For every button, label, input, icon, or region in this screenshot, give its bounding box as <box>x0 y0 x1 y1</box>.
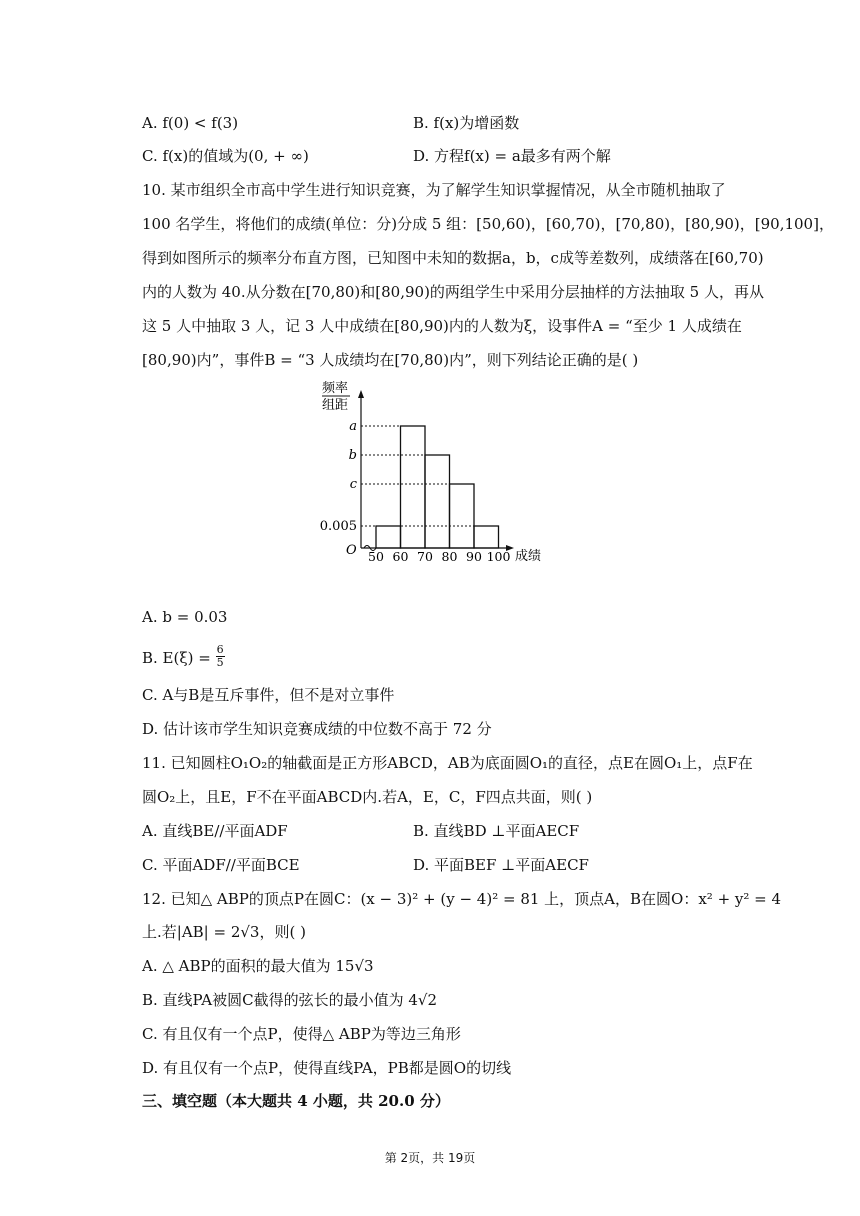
q11-option-c: C. 平面ADF//平面BCE <box>142 856 300 874</box>
y-tick-label: 0.005 <box>319 519 357 534</box>
fraction-numerator: 6 <box>216 642 224 656</box>
q11-stem-line-2: 圆O₂上，且E，F不在平面ABCD内.若A，E，C，F四点共面，则( ) <box>142 788 593 806</box>
q10-stem-line-6: [80,90)内”，事件B = “3 人成绩均在[70,80)内”，则下列结论正确的是( ) <box>142 351 639 369</box>
q12-option-b: B. 直线PA被圆C截得的弦长的最小值为 4√2 <box>142 991 437 1009</box>
q10-option-b-prefix: B. E(ξ) = <box>142 649 216 667</box>
q9-option-b: B. f(x)为增函数 <box>413 114 520 132</box>
q12-option-c: C. 有且仅有一个点P，使得△ ABP为等边三角形 <box>142 1025 461 1043</box>
x-tick-label: 70 <box>417 549 433 564</box>
fraction <box>216 644 225 669</box>
x-tick-label: 90 <box>466 549 482 564</box>
x-tick-label: 100 <box>486 549 511 564</box>
y-tick-label: c <box>349 477 357 492</box>
histogram-bar <box>401 426 426 548</box>
histogram-bar <box>376 526 401 548</box>
origin-label: O <box>346 543 357 558</box>
page-footer: 第 2页，共 19页 <box>384 1151 476 1165</box>
q12-stem-line-1: 12. 已知△ ABP的顶点P在圆C：(x − 3)² + (y − 4)² = 81 上，顶点A，B在圆O：x² + y² = 4 <box>142 890 782 908</box>
q10-stem-line-1: 10. 某市组织全市高中学生进行知识竞赛，为了解学生知识掌握情况，从全市随机抽取了 <box>142 181 726 199</box>
q11-option-d: D. 平面BEF ⊥平面AECF <box>413 856 589 874</box>
q10-option-b <box>142 642 225 669</box>
q10-stem-line-2: 100 名学生，将他们的成绩(单位：分)分成 5 组：[50,60)，[60,70)，[70,80)，[80,90)，[90,100]， <box>142 215 834 233</box>
histogram-bar <box>474 526 499 548</box>
fraction-denominator: 5 <box>216 655 224 669</box>
x-tick-label: 50 <box>368 549 384 564</box>
q9-option-c: C. f(x)的值域为(0, + ∞) <box>142 147 309 165</box>
q11-option-a: A. 直线BE//平面ADF <box>142 822 288 840</box>
ylabel-top: 频率 <box>322 381 349 396</box>
q11-stem-line-1: 11. 已知圆柱O₁O₂的轴截面是正方形ABCD，AB为底面圆O₁的直径，点E在圆O₁上，点F在 <box>142 754 753 772</box>
frequency-histogram <box>318 378 548 568</box>
q10-option-c: C. A与B是互斥事件，但不是对立事件 <box>142 686 395 704</box>
q9-option-a: A. f(0) < f(3) <box>142 114 239 132</box>
q12-option-a: A. △ ABP的面积的最大值为 15√3 <box>142 957 374 975</box>
q10-option-d: D. 估计该市学生知识竞赛成绩的中位数不高于 72 分 <box>142 720 492 738</box>
q12-stem-line-2: 上.若|AB| = 2√3，则( ) <box>142 923 306 941</box>
q12-option-d: D. 有且仅有一个点P，使得直线PA，PB都是圆O的切线 <box>142 1059 512 1077</box>
histogram-bar <box>450 484 475 548</box>
q9-option-d: D. 方程f(x) = a最多有两个解 <box>413 147 611 165</box>
x-axis-label: 成绩 <box>515 549 542 564</box>
y-axis-arrow <box>358 390 364 398</box>
histogram-bar <box>425 455 450 548</box>
q10-option-a: A. b = 0.03 <box>142 608 228 626</box>
q11-option-b: B. 直线BD ⊥平面AECF <box>413 822 580 840</box>
q10-stem-line-3: 得到如图所示的频率分布直方图，已知图中未知的数据a，b，c成等差数列，成绩落在[60,70) <box>142 249 764 267</box>
ylabel-bottom: 组距 <box>322 398 349 413</box>
q10-stem-line-5: 这 5 人中抽取 3 人，记 3 人中成绩在[80,90)内的人数为ξ，设事件A = “至少 1 人成绩在 <box>142 317 742 335</box>
x-tick-label: 80 <box>441 549 458 564</box>
y-tick-label: a <box>349 419 357 434</box>
x-tick-label: 60 <box>392 549 409 564</box>
q10-stem-line-4: 内的人数为 40.从分数在[70,80)和[80,90)的两组学生中采用分层抽样的方法抽取 5 人，再从 <box>142 283 764 301</box>
y-tick-label: b <box>348 448 357 463</box>
section-heading: 三、填空题（本大题共 4 小题，共 20.0 分） <box>142 1092 450 1110</box>
